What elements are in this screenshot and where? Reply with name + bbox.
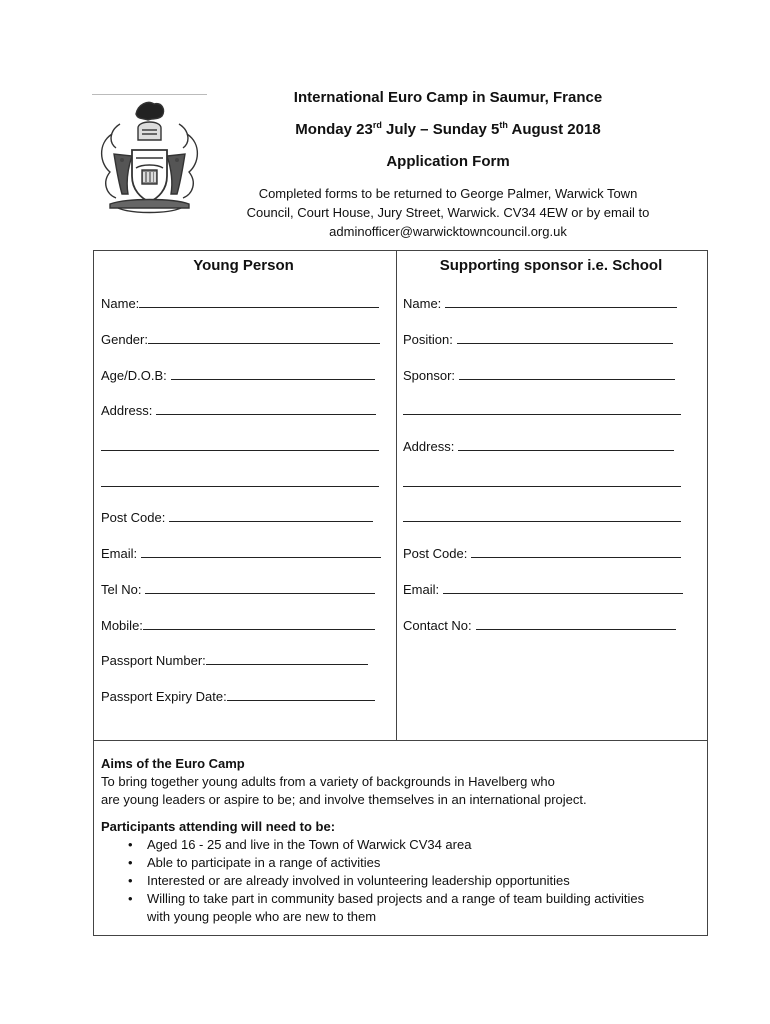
list-item-continuation: with young people who are new to them: [147, 909, 377, 924]
yp-address-line-1[interactable]: [156, 402, 376, 415]
participants-title: Participants attending will need to be:: [101, 819, 336, 834]
sp-email-field[interactable]: [403, 581, 683, 598]
list-item: • Able to participate in a range of activities: [128, 855, 381, 870]
sp-contact-label: Contact No:: [403, 618, 472, 633]
yp-postcode-line[interactable]: [169, 509, 373, 522]
yp-passport-number-label: Passport Number:: [101, 653, 206, 668]
yp-tel-line[interactable]: [145, 581, 375, 594]
yp-passport-expiry-label: Passport Expiry Date:: [101, 689, 227, 704]
column-divider: [396, 251, 397, 740]
yp-mobile-label: Mobile:: [101, 618, 143, 633]
sp-sponsor-label: Sponsor:: [403, 368, 456, 383]
yp-gender-field[interactable]: [101, 331, 380, 348]
sp-address-line-2[interactable]: [403, 474, 681, 491]
yp-tel-label: Tel No:: [101, 582, 142, 597]
yp-passport-expiry-line[interactable]: [227, 688, 375, 701]
sp-line-blank-1[interactable]: [403, 402, 681, 419]
yp-passport-number-field[interactable]: [101, 652, 368, 669]
sp-address-line-3[interactable]: [403, 509, 681, 526]
yp-age-line[interactable]: [171, 367, 375, 380]
yp-mobile-field[interactable]: [101, 617, 375, 634]
return-instructions: Completed forms to be returned to George Palmer, Warwick Town Council, Court House, Jury Street, Warwick. CV34 4EW or by email to adminofficer@warwicktowncouncil.org.uk: [220, 184, 676, 241]
bullet-icon: •: [128, 891, 133, 906]
sp-position-label: Position:: [403, 332, 453, 347]
sp-postcode-label: Post Code:: [403, 546, 468, 561]
yp-address-label: Address:: [101, 403, 153, 418]
yp-name-line[interactable]: [139, 295, 379, 308]
bullet-icon: •: [128, 873, 133, 888]
yp-name-field[interactable]: [101, 295, 379, 312]
list-item: • Aged 16 - 25 and live in the Town of Warwick CV34 area: [128, 837, 472, 852]
sp-sponsor-field[interactable]: [403, 367, 675, 384]
bullet-icon: •: [128, 837, 133, 852]
sp-email-line[interactable]: [443, 581, 683, 594]
yp-address-field[interactable]: [101, 402, 376, 419]
header: [220, 88, 676, 241]
yp-gender-line[interactable]: [148, 331, 380, 344]
young-person-heading: Young Person: [193, 257, 294, 274]
yp-email-label: Email:: [101, 546, 138, 561]
row-divider: [94, 740, 707, 741]
yp-name-label: Name:: [101, 296, 140, 311]
yp-age-field[interactable]: [101, 367, 375, 384]
yp-address-line-2[interactable]: [101, 438, 379, 455]
yp-passport-number-line[interactable]: [206, 652, 368, 665]
sp-contact-line[interactable]: [476, 617, 676, 630]
yp-email-line[interactable]: [141, 545, 381, 558]
aims-text-line-1: To bring together young adults from a variety of backgrounds in Havelberg who: [101, 774, 555, 789]
yp-mobile-line[interactable]: [143, 617, 375, 630]
sp-email-label: Email:: [403, 582, 440, 597]
sponsor-heading: Supporting sponsor i.e. School: [439, 257, 663, 274]
yp-postcode-field[interactable]: [101, 509, 373, 526]
event-dates: Monday 23rd July – Sunday 5th August 2018: [295, 120, 601, 138]
form-title: Application Form: [386, 153, 510, 170]
yp-tel-field[interactable]: [101, 581, 375, 598]
list-item: • Willing to take part in community based projects and a range of team building activities: [128, 891, 645, 906]
event-title: International Euro Camp in Saumur, France: [293, 89, 603, 106]
sp-postcode-field[interactable]: [403, 545, 681, 562]
yp-passport-expiry-field[interactable]: [101, 688, 375, 705]
sp-postcode-line[interactable]: [471, 545, 681, 558]
contact-email: adminofficer@warwicktowncouncil.org.uk: [329, 224, 567, 239]
sp-contact-field[interactable]: [403, 617, 676, 634]
sp-name-field[interactable]: [403, 295, 677, 312]
aims-section: [101, 755, 701, 926]
sp-address-label: Address:: [403, 439, 455, 454]
aims-text-line-2: are young leaders or aspire to be; and involve themselves in an international project.: [101, 792, 587, 807]
participant-requirements-list: [101, 836, 701, 926]
sp-name-line[interactable]: [445, 295, 677, 308]
sp-address-field[interactable]: [403, 438, 674, 455]
coat-of-arms-logo: [92, 94, 207, 222]
sp-position-line[interactable]: [457, 331, 673, 344]
sp-position-field[interactable]: [403, 331, 673, 348]
list-item: • Interested or are already involved in volunteering leadership opportunities: [128, 873, 570, 888]
sp-name-label: Name:: [403, 296, 442, 311]
sp-address-line-1[interactable]: [458, 438, 674, 451]
bullet-icon: •: [128, 855, 133, 870]
yp-postcode-label: Post Code:: [101, 510, 166, 525]
yp-gender-label: Gender:: [101, 332, 148, 347]
yp-email-field[interactable]: [101, 545, 381, 562]
sp-sponsor-line[interactable]: [459, 367, 675, 380]
aims-title: Aims of the Euro Camp: [101, 756, 245, 771]
yp-age-label: Age/D.O.B:: [101, 368, 167, 383]
application-form-table: [93, 250, 708, 936]
yp-address-line-3[interactable]: [101, 474, 379, 491]
